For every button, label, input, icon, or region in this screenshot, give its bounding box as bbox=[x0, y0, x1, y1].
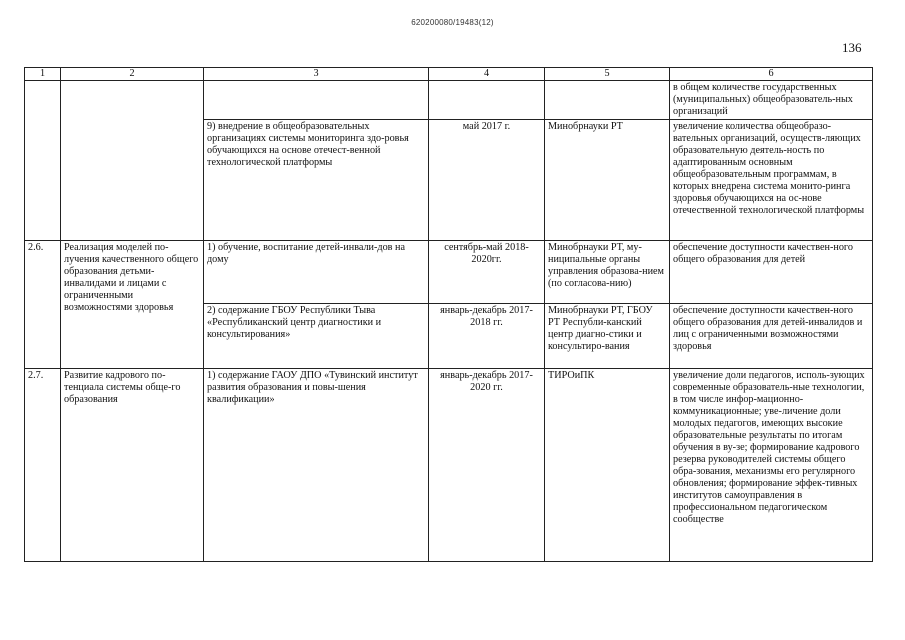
header-col-3: 3 bbox=[204, 68, 429, 81]
header-col-5: 5 bbox=[545, 68, 670, 81]
header-col-4: 4 bbox=[429, 68, 545, 81]
page-number: 136 bbox=[842, 40, 862, 55]
cell-executor: Минобрнауки РТ, ГБОУ РТ Республи-канский центр диагно-стики и консультиро-вания bbox=[545, 304, 670, 369]
cell-executor: Минобрнауки РТ, му-ниципальные органы управления образова-нием (по согласова-нию) bbox=[545, 241, 670, 304]
cell-measure: 2) содержание ГБОУ Республики Тыва «Республиканский центр диагностики и консультирования» bbox=[204, 304, 429, 369]
cell-period bbox=[429, 81, 545, 120]
document-id: 620200080/19483(12) bbox=[411, 18, 494, 27]
cell-result: обеспечение доступности качествен-ного общего образования для детей-инвалидов и лиц с ограниченными возможностями здоровья bbox=[670, 304, 873, 369]
header-col-6: 6 bbox=[670, 68, 873, 81]
plan-table bbox=[24, 67, 873, 562]
cell-executor: ТИРОиПК bbox=[545, 369, 670, 562]
cell-period: январь-декабрь 2017-2018 гг. bbox=[429, 304, 545, 369]
header-col-1: 1 bbox=[25, 68, 61, 81]
cell-measure: 1) содержание ГАОУ ДПО «Тувинский институт развития образования и повы-шения квалификации» bbox=[204, 369, 429, 562]
cell-period: май 2017 г. bbox=[429, 120, 545, 241]
cell-result: в общем количестве государственных (муниципальных) общеобразователь-ных организаций bbox=[670, 81, 873, 120]
cell-result: увеличение доли педагогов, исполь-зующих современные образователь-ные технологии, в том числе инфор-мационно-коммуникационные; уве-личение доли молодых педагогов, имеющих высокие образовательные результаты по итогам обучения в ву-зе; формирование кадрового резерва руководителей системы общего обра-зования, механизмы его регулярного обновления; формирование эффек-тивных институтов самоуправления в профессиональном педагогическом сообществе bbox=[670, 369, 873, 562]
table-row bbox=[25, 241, 873, 304]
table-row bbox=[25, 81, 873, 120]
cell-executor bbox=[545, 81, 670, 120]
cell-measure: 1) обучение, воспитание детей-инвали-дов на дому bbox=[204, 241, 429, 304]
cell-task: Развитие кадрового по-тенциала системы обще-го образования bbox=[61, 369, 204, 562]
cell-num: 2.6. bbox=[25, 241, 61, 369]
cell-num: 2.7. bbox=[25, 369, 61, 562]
cell-task bbox=[61, 81, 204, 241]
cell-executor: Минобрнауки РТ bbox=[545, 120, 670, 241]
header-col-2: 2 bbox=[61, 68, 204, 81]
cell-period: январь-декабрь 2017-2020 гг. bbox=[429, 369, 545, 562]
cell-result: обеспечение доступности качествен-ного общего образования для детей bbox=[670, 241, 873, 304]
cell-num bbox=[25, 81, 61, 241]
table-row bbox=[25, 369, 873, 562]
header-row bbox=[25, 68, 873, 81]
cell-measure: 9) внедрение в общеобразовательных организациях системы мониторинга здо-ровья обучающихся на основе отечест-венной технологической платформы bbox=[204, 120, 429, 241]
cell-task: Реализация моделей по-лучения качественного общего образования детьми-инвалидами и лицами с ограниченными возможностями здоровья bbox=[61, 241, 204, 369]
cell-period: сентябрь-май 2018-2020гг. bbox=[429, 241, 545, 304]
cell-measure bbox=[204, 81, 429, 120]
cell-result: увеличение количества общеобразо-вательных организаций, осуществ-ляющих образовательную деятель-ность по адаптированным основным общеобразовательным программам, в которых внедрена система монито-ринга здоровья обучающихся на ос-нове отечественной технологической платформы bbox=[670, 120, 873, 241]
